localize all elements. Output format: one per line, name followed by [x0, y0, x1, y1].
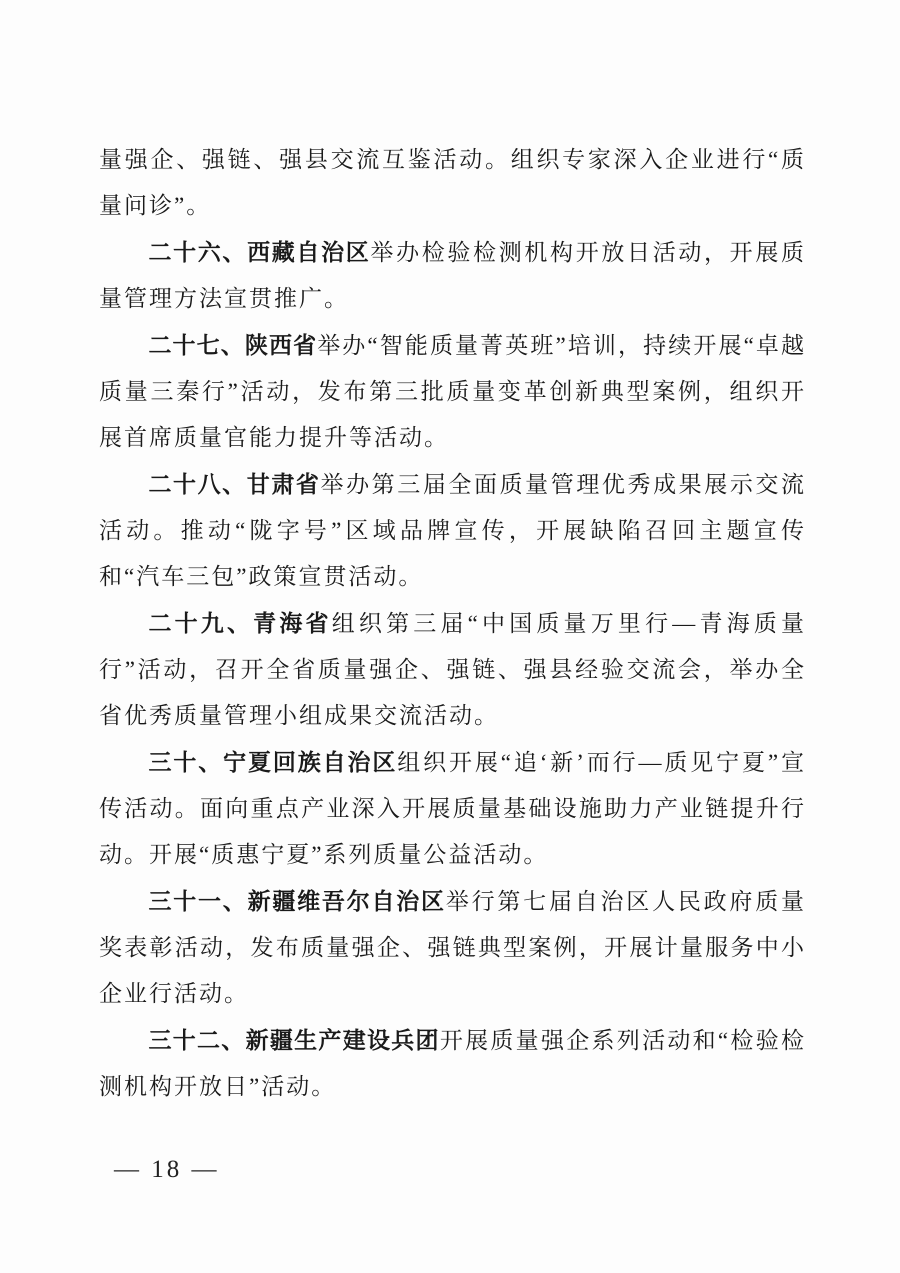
paragraph-text: 举办检验检测机构开放日活动，开展质量管理方法宣贯推广。: [99, 240, 807, 311]
paragraph-item-28: [99, 461, 806, 600]
paragraph-item-29: [99, 600, 806, 739]
paragraph-lead: 二十六、西藏自治区: [148, 239, 371, 265]
page-number: — 18 —: [114, 1156, 220, 1183]
paragraph-lead: 二十八、甘肃省: [148, 471, 321, 497]
document-body: [99, 136, 806, 1110]
paragraph-text: 举行第七届自治区人民政府质量奖表彰活动，发布质量强企、强链典型案例，开展计量服务中小企业行活动。: [99, 889, 807, 1006]
paragraph-item-30: [99, 739, 806, 878]
paragraph-text: 组织开展“追‘新’而行—质见宁夏”宣传活动。面向重点产业深入开展质量基础设施助力产业链提升行动。开展“质惠宁夏”系列质量公益活动。: [99, 750, 806, 867]
paragraph-lead: 二十七、陕西省: [148, 332, 318, 358]
paragraph-item-32: [99, 1017, 806, 1110]
paragraph-lead: 三十、宁夏回族自治区: [148, 749, 398, 775]
paragraph-continuation: [99, 136, 806, 229]
paragraph-lead: 三十一、新疆维吾尔自治区: [148, 888, 446, 914]
paragraph-lead: 三十二、新疆生产建设兵团: [148, 1027, 440, 1053]
paragraph-lead: 二十九、青海省: [148, 610, 332, 636]
paragraph-text: 量强企、强链、强县交流互鉴活动。组织专家深入企业进行“质量问诊”。: [99, 147, 806, 218]
paragraph-item-26: [99, 229, 806, 322]
paragraph-item-27: [99, 322, 806, 461]
paragraph-text: 举办“智能质量菁英班”培训，持续开展“卓越质量三秦行”活动，发布第三批质量变革创新典型案例，组织开展首席质量官能力提升等活动。: [99, 333, 806, 450]
paragraph-item-31: [99, 878, 806, 1017]
paragraph-text: 组织第三届“中国质量万里行—青海质量行”活动，召开全省质量强企、强链、强县经验交流会，举办全省优秀质量管理小组成果交流活动。: [99, 611, 807, 728]
paragraph-text: 举办第三届全面质量管理优秀成果展示交流活动。推动“陇字号”区域品牌宣传，开展缺陷召回主题宣传和“汽车三包”政策宣贯活动。: [99, 472, 807, 589]
paragraph-text: 开展质量强企系列活动和“检验检测机构开放日”活动。: [99, 1028, 806, 1099]
